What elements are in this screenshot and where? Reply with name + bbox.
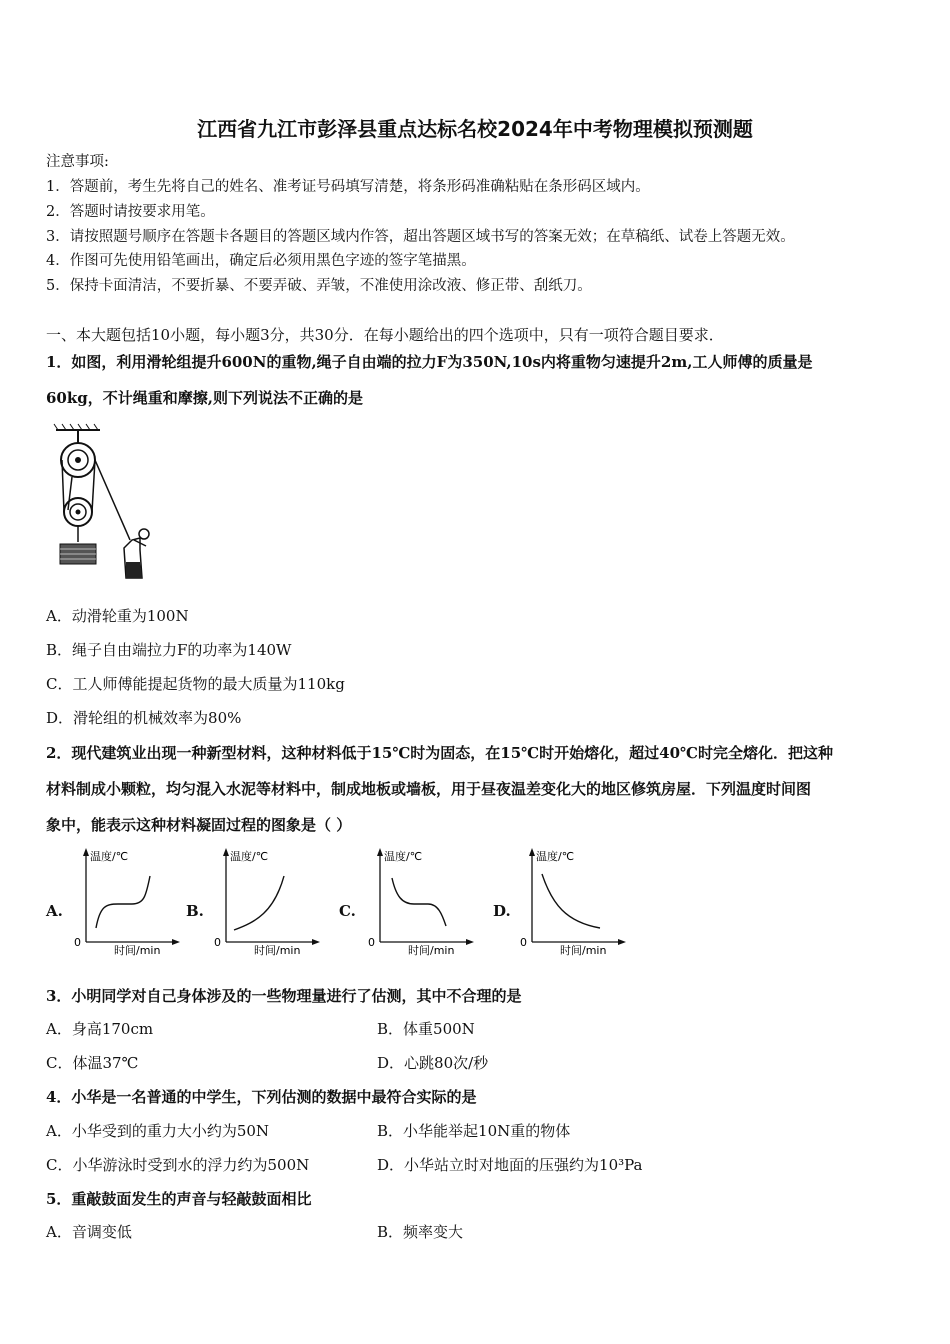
q1-option-b[interactable]: B．绳子自由端拉力F的功率为140W — [46, 641, 292, 659]
q2-stem-line3: 象中，能表示这种材料凝固过程的图象是（ ） — [46, 816, 352, 834]
notice-item: 2．答题时请按要求用笔。 — [46, 204, 215, 220]
graph-c-origin: 0 — [368, 936, 375, 949]
graph-a-ylabel: 温度/℃ — [90, 850, 129, 863]
graph-c-xlabel: 时间/min — [408, 944, 455, 957]
q2-option-b[interactable]: B. — [186, 902, 204, 920]
graph-d-xlabel: 时间/min — [560, 944, 607, 957]
page-title: 江西省九江市彭泽县重点达标名校2024年中考物理模拟预测题 — [197, 117, 753, 141]
notice-item: 5．保持卡面清洁，不要折暴、不要弄破、弄皱，不准使用涂改液、修正带、刮纸刀。 — [46, 278, 592, 294]
graph-a-origin: 0 — [74, 936, 81, 949]
q4-option-d[interactable]: D．小华站立时对地面的压强约为10³Pa — [377, 1156, 643, 1174]
q3-option-a[interactable]: A．身高170cm — [46, 1020, 154, 1038]
q1-option-c[interactable]: C．工人师傅能提起货物的最大质量为110kg — [46, 675, 345, 693]
q1-stem-line2: 60kg，不计绳重和摩擦,则下列说法不正确的是 — [46, 389, 363, 407]
q4-option-a[interactable]: A．小华受到的重力大小约为50N — [46, 1122, 270, 1140]
q3-option-b[interactable]: B．体重500N — [377, 1020, 475, 1038]
section-heading: 一、本大题包括10小题，每小题3分，共30分．在每小题给出的四个选项中，只有一项符合题目要求． — [46, 326, 724, 344]
graph-b — [212, 846, 322, 958]
q1-option-d[interactable]: D．滑轮组的机械效率为80% — [46, 709, 242, 727]
notice-item: 3．请按照题号顺序在答题卡各题目的答题区域内作答，超出答题区域书写的答案无效；在草稿纸、试卷上答题无效。 — [46, 229, 795, 245]
graph-a-xlabel: 时间/min — [114, 944, 161, 957]
notice-item: 1．答题前，考生先将自己的姓名、准考证号码填写清楚，将条形码准确粘贴在条形码区域内。 — [46, 179, 650, 195]
graph-b-xlabel: 时间/min — [254, 944, 301, 957]
q4-option-b[interactable]: B．小华能举起10N重的物体 — [377, 1122, 571, 1140]
graph-b-ylabel: 温度/℃ — [230, 850, 269, 863]
q2-stem-line2: 材料制成小颗粒，均匀混入水泥等材料中，制成地板或墙板，用于昼夜温差变化大的地区修筑房屋．下列温度时间图 — [46, 780, 812, 798]
notice-item: 4．作图可先使用铅笔画出，确定后必须用黑色字迹的签字笔描黑。 — [46, 253, 476, 269]
q2-stem-line1: 2．现代建筑业出现一种新型材料，这种材料低于15℃时为固态，在15℃时开始熔化，超过40℃时完全熔化．把这种 — [46, 744, 833, 762]
q3-stem: 3．小明同学对自己身体涉及的一些物理量进行了估测，其中不合理的是 — [46, 987, 522, 1005]
q5-stem: 5．重敲鼓面发生的声音与轻敲鼓面相比 — [46, 1190, 312, 1208]
graph-d-ylabel: 温度/℃ — [536, 850, 575, 863]
notice-heading: 注意事项: — [46, 154, 109, 170]
q4-option-c[interactable]: C．小华游泳时受到水的浮力约为500N — [46, 1156, 310, 1174]
pulley-figure — [48, 422, 158, 582]
graph-c — [366, 846, 476, 958]
graph-d — [518, 846, 628, 958]
q2-option-d[interactable]: D. — [493, 902, 511, 920]
graph-d-origin: 0 — [520, 936, 527, 949]
q5-option-a[interactable]: A．音调变低 — [46, 1223, 132, 1241]
q5-option-b[interactable]: B．频率变大 — [377, 1223, 464, 1241]
q2-option-c[interactable]: C. — [339, 902, 356, 920]
q3-option-c[interactable]: C．体温37℃ — [46, 1054, 139, 1072]
q1-stem-line1: 1．如图，利用滑轮组提升600N的重物,绳子自由端的拉力F为350N,10s内将重物匀速提升2m,工人师傅的质量是 — [46, 353, 813, 371]
q1-option-a[interactable]: A．动滑轮重为100N — [46, 607, 189, 625]
graph-b-origin: 0 — [214, 936, 221, 949]
graph-a — [72, 846, 182, 958]
q3-option-d[interactable]: D．心跳80次/秒 — [377, 1054, 489, 1072]
q2-option-a[interactable]: A. — [46, 902, 63, 920]
graph-c-ylabel: 温度/℃ — [384, 850, 423, 863]
q4-stem: 4．小华是一名普通的中学生，下列估测的数据中最符合实际的是 — [46, 1088, 477, 1106]
